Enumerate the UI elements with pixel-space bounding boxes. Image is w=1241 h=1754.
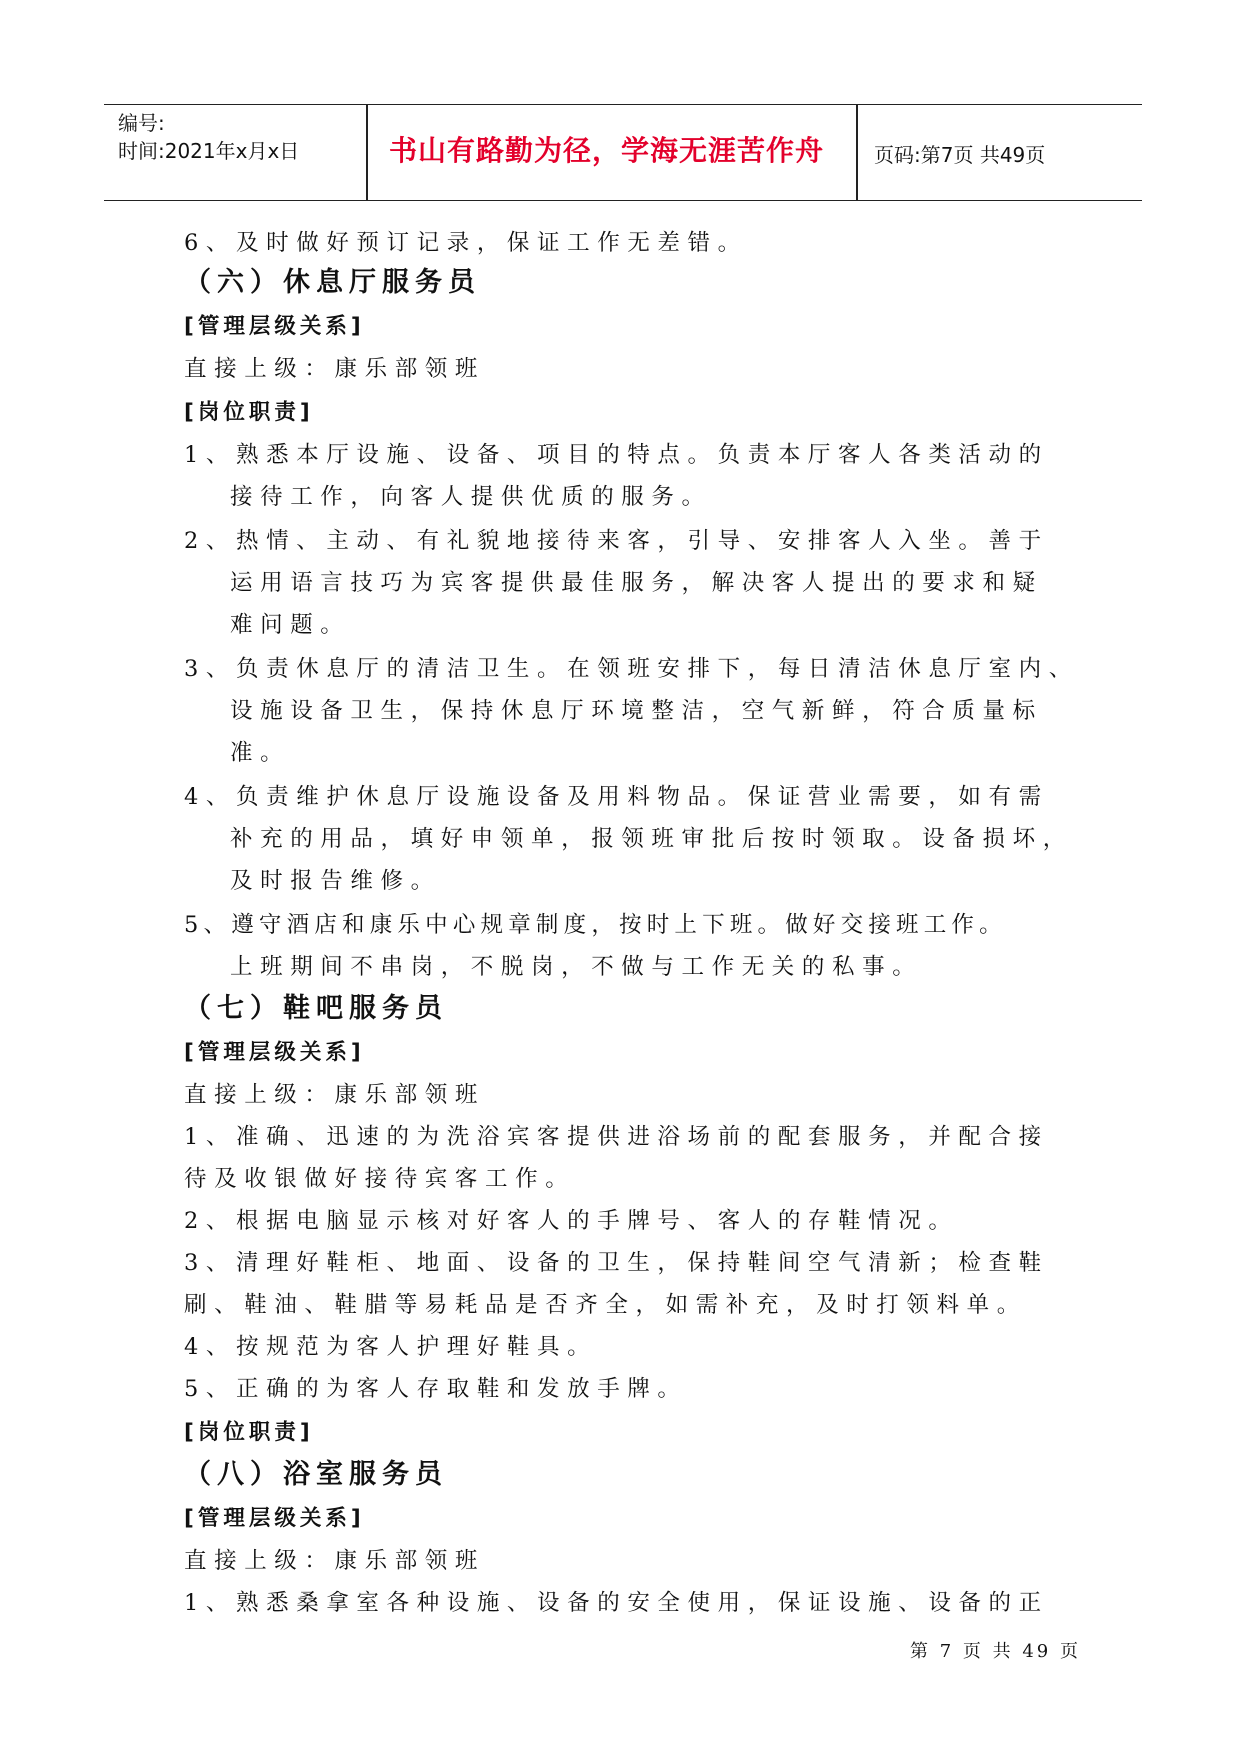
duty-item-3: 3、清理好鞋柜、地面、设备的卫生，保持鞋间空气清新；检查鞋 [184, 1250, 1049, 1276]
duty-item-3-cont: 准。 [230, 740, 291, 766]
duty-item-3-cont: 刷、鞋油、鞋腊等易耗品是否齐全，如需补充，及时打领料单。 [184, 1292, 1027, 1318]
tag-job-duties: [岗位职责] [184, 1420, 314, 1445]
tag-job-duties: [岗位职责] [184, 400, 314, 425]
duty-item-2-cont: 难问题。 [230, 612, 351, 638]
header-page-label: 页码:第7页 共49页 [874, 143, 1046, 167]
duty-item-2: 2、热情、主动、有礼貌地接待来客，引导、安排客人入坐。善于 [184, 528, 1049, 554]
tag-management-relation: [管理层级关系] [184, 1040, 365, 1065]
tag-management-relation: [管理层级关系] [184, 314, 365, 339]
header-meta [118, 109, 299, 165]
section-heading-08: （八）浴室服务员 [184, 1459, 448, 1490]
duty-item-2: 2、根据电脑显示核对好客人的手牌号、客人的存鞋情况。 [184, 1208, 959, 1234]
duty-item-2-cont: 运用语言技巧为宾客提供最佳服务，解决客人提出的要求和疑 [230, 570, 1043, 596]
duty-item-3: 3、负责休息厅的清洁卫生。在领班安排下，每日清洁休息厅室内、 [184, 656, 1079, 682]
direct-superior: 直接上级：康乐部领班 [184, 356, 486, 382]
text-line: 6、及时做好预订记录，保证工作无差错。 [184, 230, 748, 256]
header-motto: 书山有路勤为径，学海无涯苦作舟 [388, 134, 824, 167]
direct-superior: 直接上级：康乐部领班 [184, 1548, 486, 1574]
page-header [104, 104, 1142, 201]
tag-management-relation: [管理层级关系] [184, 1506, 365, 1531]
duty-item-4: 4、负责维护休息厅设施设备及用料物品。保证营业需要，如有需 [184, 784, 1049, 810]
section-heading-06: （六）休息厅服务员 [184, 267, 481, 298]
duty-item-4-cont: 及时报告维修。 [230, 868, 441, 894]
duty-item-5: 5、正确的为客人存取鞋和发放手牌。 [184, 1376, 688, 1402]
duty-item-1-cont: 待及收银做好接待宾客工作。 [184, 1166, 576, 1192]
duty-item-1: 1、熟悉桑拿室各种设施、设备的安全使用，保证设施、设备的正 [184, 1590, 1049, 1616]
header-number-label: 编号: [118, 111, 165, 135]
section-heading-07: （七）鞋吧服务员 [184, 993, 448, 1024]
duty-item-1: 1、熟悉本厅设施、设备、项目的特点。负责本厅客人各类活动的 [184, 442, 1049, 468]
duty-item-1: 1、准确、迅速的为洗浴宾客提供进浴场前的配套服务，并配合接 [184, 1124, 1049, 1150]
duty-item-4: 4、按规范为客人护理好鞋具。 [184, 1334, 598, 1360]
duty-item-5-cont: 上班期间不串岗，不脱岗，不做与工作无关的私事。 [230, 954, 923, 980]
duty-item-1-cont: 接待工作，向客人提供优质的服务。 [230, 484, 712, 510]
duty-item-3-cont: 设施设备卫生，保持休息厅环境整洁，空气新鲜，符合质量标 [230, 698, 1043, 724]
direct-superior: 直接上级：康乐部领班 [184, 1082, 486, 1108]
page-footer: 第 7 页 共 49 页 [910, 1641, 1081, 1662]
duty-item-4-cont: 补充的用品，填好申领单，报领班审批后按时领取。设备损坏， [230, 826, 1073, 852]
duty-item-5: 5、遵守酒店和康乐中心规章制度，按时上下班。做好交接班工作。 [184, 912, 1007, 938]
header-divider-right [856, 105, 858, 200]
header-time-label: 时间:2021年x月x日 [118, 139, 300, 163]
